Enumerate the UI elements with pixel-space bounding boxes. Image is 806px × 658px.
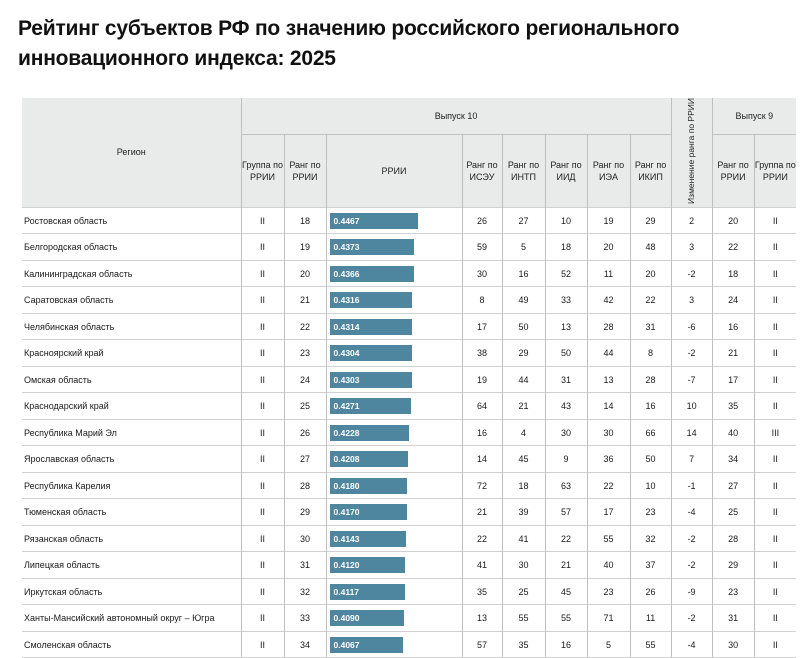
rank-isau-cell: 14 bbox=[462, 446, 502, 473]
rank-change-cell: 3 bbox=[671, 234, 712, 261]
rrii-bar-cell bbox=[326, 578, 462, 605]
region-cell: Калининградская область bbox=[22, 260, 241, 287]
table-row bbox=[22, 234, 796, 261]
group-cell: II bbox=[241, 260, 284, 287]
rank-ikip-cell: 10 bbox=[630, 472, 671, 499]
table-row bbox=[22, 419, 796, 446]
rank-iid-cell: 50 bbox=[545, 340, 587, 367]
rank-ikip-cell: 8 bbox=[630, 340, 671, 367]
rank-isau-cell: 35 bbox=[462, 578, 502, 605]
rank-isau-cell: 57 bbox=[462, 631, 502, 658]
region-cell: Краснодарский край bbox=[22, 393, 241, 420]
table-row bbox=[22, 525, 796, 552]
group-cell: II bbox=[241, 499, 284, 526]
rank-intp-cell: 27 bbox=[502, 207, 545, 234]
group-cell: II bbox=[241, 393, 284, 420]
column-header-rank-iid: Ранг по ИИД bbox=[545, 134, 587, 207]
rank-intp-cell: 44 bbox=[502, 366, 545, 393]
region-cell: Смоленская область bbox=[22, 631, 241, 658]
rank-iid-cell: 16 bbox=[545, 631, 587, 658]
rrii-bar-cell bbox=[326, 552, 462, 579]
rank-cell: 25 bbox=[284, 393, 326, 420]
rrii-bar: 0.4117 bbox=[330, 584, 406, 600]
rrii-bar: 0.4271 bbox=[330, 398, 411, 414]
column-header-rank-rrii-9: Ранг по РРИИ bbox=[712, 134, 754, 207]
table-row bbox=[22, 313, 796, 340]
table-row bbox=[22, 260, 796, 287]
page-title: Рейтинг субъектов РФ по значению российского регионального инновационного индекса: 2025 bbox=[18, 17, 680, 70]
rank-iid-cell: 22 bbox=[545, 525, 587, 552]
rank-iid-cell: 57 bbox=[545, 499, 587, 526]
rank-cell: 28 bbox=[284, 472, 326, 499]
rrii-bar: 0.4228 bbox=[330, 425, 410, 441]
rank-iid-cell: 52 bbox=[545, 260, 587, 287]
region-cell: Омская область bbox=[22, 366, 241, 393]
rank-iea-cell: 40 bbox=[587, 552, 630, 579]
group-9-cell: II bbox=[754, 472, 796, 499]
group-9-cell: II bbox=[754, 234, 796, 261]
rrii-bar-cell bbox=[326, 234, 462, 261]
rank-cell: 18 bbox=[284, 207, 326, 234]
rank-ikip-cell: 26 bbox=[630, 578, 671, 605]
rrii-bar-cell bbox=[326, 419, 462, 446]
group-9-cell: II bbox=[754, 525, 796, 552]
rank-9-cell: 21 bbox=[712, 340, 754, 367]
rank-intp-cell: 16 bbox=[502, 260, 545, 287]
rank-iid-cell: 13 bbox=[545, 313, 587, 340]
rank-9-cell: 22 bbox=[712, 234, 754, 261]
release-9-header: Выпуск 9 bbox=[712, 98, 796, 134]
rank-9-cell: 34 bbox=[712, 446, 754, 473]
rank-intp-cell: 4 bbox=[502, 419, 545, 446]
rrii-bar-cell bbox=[326, 525, 462, 552]
group-9-cell: II bbox=[754, 393, 796, 420]
rank-cell: 20 bbox=[284, 260, 326, 287]
rank-change-cell: -6 bbox=[671, 313, 712, 340]
rank-cell: 29 bbox=[284, 499, 326, 526]
rrii-bar-cell bbox=[326, 340, 462, 367]
region-cell: Иркутская область bbox=[22, 578, 241, 605]
rrii-bar-cell bbox=[326, 207, 462, 234]
group-cell: II bbox=[241, 525, 284, 552]
rank-change-label: Изменение ранга по РРИИ bbox=[686, 98, 697, 204]
rank-iea-cell: 20 bbox=[587, 234, 630, 261]
rank-isau-cell: 64 bbox=[462, 393, 502, 420]
column-header-rank-ikip: Ранг по ИКИП bbox=[630, 134, 671, 207]
group-9-cell: II bbox=[754, 287, 796, 314]
rrii-bar: 0.4170 bbox=[330, 504, 407, 520]
region-cell: Республика Марий Эл bbox=[22, 419, 241, 446]
group-9-cell: II bbox=[754, 605, 796, 632]
rank-intp-cell: 41 bbox=[502, 525, 545, 552]
rrii-bar: 0.4304 bbox=[330, 345, 412, 361]
rank-iid-cell: 33 bbox=[545, 287, 587, 314]
column-header-rank-isau: Ранг по ИСЭУ bbox=[462, 134, 502, 207]
rank-intp-cell: 45 bbox=[502, 446, 545, 473]
rrii-bar: 0.4467 bbox=[330, 213, 418, 229]
rank-ikip-cell: 11 bbox=[630, 605, 671, 632]
rank-isau-cell: 16 bbox=[462, 419, 502, 446]
rank-iid-cell: 55 bbox=[545, 605, 587, 632]
rank-9-cell: 16 bbox=[712, 313, 754, 340]
rrii-bar: 0.4120 bbox=[330, 557, 406, 573]
rank-cell: 31 bbox=[284, 552, 326, 579]
rrii-bar: 0.4090 bbox=[330, 610, 405, 626]
rank-9-cell: 40 bbox=[712, 419, 754, 446]
rank-cell: 32 bbox=[284, 578, 326, 605]
table-body bbox=[22, 207, 796, 658]
rank-isau-cell: 41 bbox=[462, 552, 502, 579]
rank-ikip-cell: 31 bbox=[630, 313, 671, 340]
rank-isau-cell: 59 bbox=[462, 234, 502, 261]
rank-iea-cell: 30 bbox=[587, 419, 630, 446]
rank-cell: 24 bbox=[284, 366, 326, 393]
rank-change-cell: 3 bbox=[671, 287, 712, 314]
column-header-region: Регион bbox=[22, 98, 241, 207]
rank-9-cell: 18 bbox=[712, 260, 754, 287]
rank-intp-cell: 30 bbox=[502, 552, 545, 579]
rank-iea-cell: 55 bbox=[587, 525, 630, 552]
group-9-cell: III bbox=[754, 419, 796, 446]
rank-iea-cell: 13 bbox=[587, 366, 630, 393]
rank-change-cell: -4 bbox=[671, 631, 712, 658]
rank-ikip-cell: 50 bbox=[630, 446, 671, 473]
rank-iid-cell: 45 bbox=[545, 578, 587, 605]
region-cell: Саратовская область bbox=[22, 287, 241, 314]
rank-9-cell: 20 bbox=[712, 207, 754, 234]
rank-cell: 27 bbox=[284, 446, 326, 473]
rank-iea-cell: 23 bbox=[587, 578, 630, 605]
rank-change-cell: -9 bbox=[671, 578, 712, 605]
rank-intp-cell: 55 bbox=[502, 605, 545, 632]
rank-ikip-cell: 23 bbox=[630, 499, 671, 526]
rank-iea-cell: 17 bbox=[587, 499, 630, 526]
group-9-cell: II bbox=[754, 552, 796, 579]
rank-iid-cell: 31 bbox=[545, 366, 587, 393]
rank-cell: 26 bbox=[284, 419, 326, 446]
region-cell: Ханты-Мансийский автономный округ – Югра bbox=[22, 605, 241, 632]
group-9-cell: II bbox=[754, 366, 796, 393]
rrii-bar-cell bbox=[326, 393, 462, 420]
rrii-bar: 0.4373 bbox=[330, 239, 415, 255]
rrii-bar-cell bbox=[326, 631, 462, 658]
rank-ikip-cell: 66 bbox=[630, 419, 671, 446]
rating-table bbox=[22, 98, 796, 658]
group-cell: II bbox=[241, 340, 284, 367]
group-cell: II bbox=[241, 419, 284, 446]
rank-change-cell: -2 bbox=[671, 525, 712, 552]
rank-intp-cell: 50 bbox=[502, 313, 545, 340]
region-cell: Ярославская область bbox=[22, 446, 241, 473]
table-row bbox=[22, 340, 796, 367]
rank-isau-cell: 8 bbox=[462, 287, 502, 314]
table-row bbox=[22, 578, 796, 605]
table-row bbox=[22, 605, 796, 632]
rank-9-cell: 30 bbox=[712, 631, 754, 658]
table-row bbox=[22, 393, 796, 420]
group-cell: II bbox=[241, 287, 284, 314]
table-row bbox=[22, 552, 796, 579]
rank-iid-cell: 43 bbox=[545, 393, 587, 420]
rank-change-cell: -4 bbox=[671, 499, 712, 526]
rrii-bar-cell bbox=[326, 287, 462, 314]
rank-cell: 22 bbox=[284, 313, 326, 340]
group-cell: II bbox=[241, 631, 284, 658]
region-cell: Челябинская область bbox=[22, 313, 241, 340]
rrii-bar-cell bbox=[326, 260, 462, 287]
rrii-bar: 0.4366 bbox=[330, 266, 414, 282]
rrii-bar: 0.4180 bbox=[330, 478, 408, 494]
rank-iea-cell: 22 bbox=[587, 472, 630, 499]
rrii-bar: 0.4314 bbox=[330, 319, 413, 335]
rank-isau-cell: 38 bbox=[462, 340, 502, 367]
table-row bbox=[22, 207, 796, 234]
rank-cell: 33 bbox=[284, 605, 326, 632]
group-9-cell: II bbox=[754, 260, 796, 287]
rank-iid-cell: 18 bbox=[545, 234, 587, 261]
rank-9-cell: 24 bbox=[712, 287, 754, 314]
table-row bbox=[22, 472, 796, 499]
rank-iea-cell: 5 bbox=[587, 631, 630, 658]
rank-9-cell: 23 bbox=[712, 578, 754, 605]
rrii-bar-cell bbox=[326, 366, 462, 393]
rank-intp-cell: 5 bbox=[502, 234, 545, 261]
rank-iid-cell: 10 bbox=[545, 207, 587, 234]
rank-isau-cell: 19 bbox=[462, 366, 502, 393]
rank-iea-cell: 44 bbox=[587, 340, 630, 367]
column-header-rrii: РРИИ bbox=[326, 134, 462, 207]
rank-iea-cell: 28 bbox=[587, 313, 630, 340]
rank-intp-cell: 29 bbox=[502, 340, 545, 367]
group-9-cell: II bbox=[754, 578, 796, 605]
rank-iid-cell: 9 bbox=[545, 446, 587, 473]
rrii-bar: 0.4303 bbox=[330, 372, 412, 388]
group-9-cell: II bbox=[754, 313, 796, 340]
rank-9-cell: 25 bbox=[712, 499, 754, 526]
region-cell: Республика Карелия bbox=[22, 472, 241, 499]
rrii-bar-cell bbox=[326, 446, 462, 473]
group-cell: II bbox=[241, 472, 284, 499]
region-cell: Рязанская область bbox=[22, 525, 241, 552]
rank-iid-cell: 21 bbox=[545, 552, 587, 579]
group-cell: II bbox=[241, 552, 284, 579]
rrii-bar: 0.4143 bbox=[330, 531, 406, 547]
rank-9-cell: 28 bbox=[712, 525, 754, 552]
region-cell: Ростовская область bbox=[22, 207, 241, 234]
rrii-bar: 0.4316 bbox=[330, 292, 413, 308]
group-9-cell: II bbox=[754, 340, 796, 367]
rank-cell: 30 bbox=[284, 525, 326, 552]
rrii-bar-cell bbox=[326, 472, 462, 499]
table-row bbox=[22, 446, 796, 473]
rank-intp-cell: 18 bbox=[502, 472, 545, 499]
rank-change-cell: 7 bbox=[671, 446, 712, 473]
release-10-header: Выпуск 10 bbox=[241, 98, 671, 134]
rank-9-cell: 27 bbox=[712, 472, 754, 499]
rrii-bar: 0.4067 bbox=[330, 637, 404, 653]
rank-iea-cell: 36 bbox=[587, 446, 630, 473]
rank-iid-cell: 63 bbox=[545, 472, 587, 499]
group-cell: II bbox=[241, 234, 284, 261]
rank-change-cell: -2 bbox=[671, 605, 712, 632]
group-cell: II bbox=[241, 446, 284, 473]
rrii-bar-cell bbox=[326, 499, 462, 526]
rank-9-cell: 29 bbox=[712, 552, 754, 579]
rank-change-cell: -1 bbox=[671, 472, 712, 499]
rank-iea-cell: 42 bbox=[587, 287, 630, 314]
rank-intp-cell: 35 bbox=[502, 631, 545, 658]
region-cell: Тюменская область bbox=[22, 499, 241, 526]
rank-9-cell: 17 bbox=[712, 366, 754, 393]
table-row bbox=[22, 631, 796, 658]
rank-intp-cell: 21 bbox=[502, 393, 545, 420]
region-cell: Красноярский край bbox=[22, 340, 241, 367]
rank-ikip-cell: 16 bbox=[630, 393, 671, 420]
rank-isau-cell: 17 bbox=[462, 313, 502, 340]
group-9-cell: II bbox=[754, 207, 796, 234]
table-row bbox=[22, 366, 796, 393]
group-9-cell: II bbox=[754, 499, 796, 526]
column-header-group-rrii: Группа по РРИИ bbox=[241, 134, 284, 207]
rank-iea-cell: 19 bbox=[587, 207, 630, 234]
rank-ikip-cell: 22 bbox=[630, 287, 671, 314]
group-cell: II bbox=[241, 207, 284, 234]
rank-change-cell: 10 bbox=[671, 393, 712, 420]
rank-intp-cell: 39 bbox=[502, 499, 545, 526]
column-header-rank-change bbox=[671, 98, 712, 207]
rank-iea-cell: 71 bbox=[587, 605, 630, 632]
rank-intp-cell: 49 bbox=[502, 287, 545, 314]
rrii-bar: 0.4208 bbox=[330, 451, 409, 467]
rank-cell: 34 bbox=[284, 631, 326, 658]
rank-change-cell: -2 bbox=[671, 340, 712, 367]
rank-cell: 19 bbox=[284, 234, 326, 261]
group-9-cell: II bbox=[754, 446, 796, 473]
rank-9-cell: 31 bbox=[712, 605, 754, 632]
table-row bbox=[22, 287, 796, 314]
column-header-group-rrii-9: Группа по РРИИ bbox=[754, 134, 796, 207]
group-cell: II bbox=[241, 605, 284, 632]
rank-change-cell: -2 bbox=[671, 552, 712, 579]
rank-ikip-cell: 32 bbox=[630, 525, 671, 552]
rank-change-cell: 14 bbox=[671, 419, 712, 446]
group-cell: II bbox=[241, 366, 284, 393]
rank-intp-cell: 25 bbox=[502, 578, 545, 605]
region-cell: Белгородская область bbox=[22, 234, 241, 261]
rank-ikip-cell: 48 bbox=[630, 234, 671, 261]
group-9-cell: II bbox=[754, 631, 796, 658]
rank-isau-cell: 22 bbox=[462, 525, 502, 552]
rank-cell: 23 bbox=[284, 340, 326, 367]
rrii-bar-cell bbox=[326, 313, 462, 340]
rank-ikip-cell: 29 bbox=[630, 207, 671, 234]
rank-change-cell: -2 bbox=[671, 260, 712, 287]
rrii-bar-cell bbox=[326, 605, 462, 632]
rank-iea-cell: 11 bbox=[587, 260, 630, 287]
rank-isau-cell: 13 bbox=[462, 605, 502, 632]
rank-ikip-cell: 20 bbox=[630, 260, 671, 287]
rank-isau-cell: 21 bbox=[462, 499, 502, 526]
table-row bbox=[22, 499, 796, 526]
rank-ikip-cell: 55 bbox=[630, 631, 671, 658]
rank-isau-cell: 26 bbox=[462, 207, 502, 234]
rank-ikip-cell: 37 bbox=[630, 552, 671, 579]
column-header-rank-intp: Ранг по ИНТП bbox=[502, 134, 545, 207]
rank-iid-cell: 30 bbox=[545, 419, 587, 446]
rank-isau-cell: 72 bbox=[462, 472, 502, 499]
column-header-rank-iea: Ранг по ИЭА bbox=[587, 134, 630, 207]
rank-change-cell: 2 bbox=[671, 207, 712, 234]
rank-cell: 21 bbox=[284, 287, 326, 314]
rank-change-cell: -7 bbox=[671, 366, 712, 393]
group-cell: II bbox=[241, 313, 284, 340]
rank-isau-cell: 30 bbox=[462, 260, 502, 287]
rank-iea-cell: 14 bbox=[587, 393, 630, 420]
region-cell: Липецкая область bbox=[22, 552, 241, 579]
column-header-rank-rrii: Ранг по РРИИ bbox=[284, 134, 326, 207]
rank-ikip-cell: 28 bbox=[630, 366, 671, 393]
rank-9-cell: 35 bbox=[712, 393, 754, 420]
group-cell: II bbox=[241, 578, 284, 605]
